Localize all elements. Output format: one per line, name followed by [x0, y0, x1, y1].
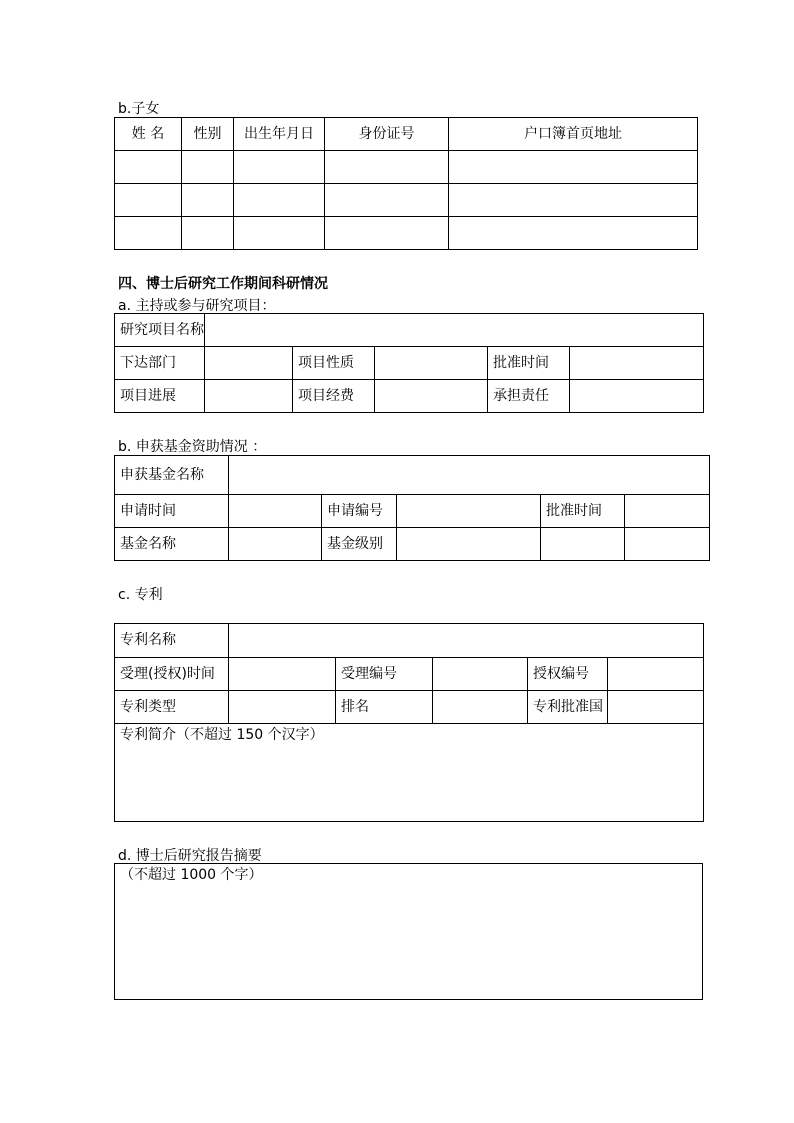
patent-country-cell[interactable]: [608, 691, 704, 724]
child-address-cell[interactable]: [449, 151, 698, 184]
project-funding-cell[interactable]: [375, 380, 488, 413]
patent-rank-cell[interactable]: [433, 691, 528, 724]
project-dept-label: 下达部门: [115, 347, 205, 380]
child-birthdate-cell[interactable]: [234, 184, 325, 217]
header-birthdate: 出生年月日: [234, 118, 325, 151]
patent-accept-no-cell[interactable]: [433, 658, 528, 691]
fund-full-name-cell[interactable]: [229, 528, 322, 561]
child-address-cell[interactable]: [449, 217, 698, 250]
report-section-label: d. 博士后研究报告摘要: [118, 848, 262, 864]
fund-name-cell[interactable]: [229, 456, 710, 495]
project-nature-cell[interactable]: [375, 347, 488, 380]
header-household-address: 户口簿首页地址: [449, 118, 698, 151]
patents-table: [114, 623, 704, 822]
table-row: [115, 151, 698, 184]
patent-rank-label: 排名: [336, 691, 433, 724]
patent-grant-no-label: 授权编号: [528, 658, 608, 691]
fund-approval-time-cell[interactable]: [625, 495, 710, 528]
child-birthdate-cell[interactable]: [234, 151, 325, 184]
header-gender: 性别: [182, 118, 234, 151]
fund-extra-cell-2[interactable]: [625, 528, 710, 561]
project-name-cell[interactable]: [205, 314, 704, 347]
child-gender-cell[interactable]: [182, 184, 234, 217]
patent-accept-no-label: 受理编号: [336, 658, 433, 691]
project-funding-label: 项目经费: [293, 380, 375, 413]
fund-apply-time-cell[interactable]: [229, 495, 322, 528]
project-approval-time-cell[interactable]: [570, 347, 704, 380]
patent-intro-cell[interactable]: 专利简介（不超过 150 个汉字）: [115, 724, 704, 822]
funds-table: [114, 455, 710, 561]
child-id-cell[interactable]: [325, 151, 449, 184]
fund-level-cell[interactable]: [397, 528, 541, 561]
fund-apply-no-label: 申请编号: [322, 495, 397, 528]
children-table: [114, 117, 698, 250]
children-section-label: b.子女: [118, 101, 160, 117]
patent-country-label: 专利批准国: [528, 691, 608, 724]
patent-grant-no-cell[interactable]: [608, 658, 704, 691]
patent-name-label: 专利名称: [115, 624, 229, 658]
patent-name-cell[interactable]: [229, 624, 704, 658]
fund-extra-cell-1[interactable]: [541, 528, 625, 561]
header-id-number: 身份证号: [325, 118, 449, 151]
fund-level-label: 基金级别: [322, 528, 397, 561]
patents-section-label: c. 专利: [118, 587, 163, 603]
fund-apply-no-cell[interactable]: [397, 495, 541, 528]
patent-accept-time-cell[interactable]: [229, 658, 336, 691]
child-name-cell[interactable]: [115, 184, 182, 217]
child-gender-cell[interactable]: [182, 151, 234, 184]
project-progress-label: 项目进展: [115, 380, 205, 413]
report-table: [114, 863, 703, 1000]
project-responsibility-label: 承担责任: [488, 380, 570, 413]
child-id-cell[interactable]: [325, 217, 449, 250]
table-row: [115, 184, 698, 217]
fund-approval-time-label: 批准时间: [541, 495, 625, 528]
children-header-row: [115, 118, 698, 151]
patent-type-label: 专利类型: [115, 691, 229, 724]
fund-name-label: 申获基金名称: [115, 456, 229, 495]
header-name: 姓 名: [115, 118, 182, 151]
child-name-cell[interactable]: [115, 151, 182, 184]
child-gender-cell[interactable]: [182, 217, 234, 250]
table-row: [115, 217, 698, 250]
projects-section-label: a. 主持或参与研究项目：: [118, 298, 276, 314]
fund-full-name-label: 基金名称: [115, 528, 229, 561]
project-dept-cell[interactable]: [205, 347, 293, 380]
report-summary-cell[interactable]: （不超过 1000 个字）: [115, 864, 703, 1000]
child-birthdate-cell[interactable]: [234, 217, 325, 250]
project-responsibility-cell[interactable]: [570, 380, 704, 413]
projects-table: [114, 313, 704, 413]
patent-type-cell[interactable]: [229, 691, 336, 724]
section-4-heading: 四、博士后研究工作期间科研情况: [118, 276, 328, 292]
project-nature-label: 项目性质: [293, 347, 375, 380]
child-name-cell[interactable]: [115, 217, 182, 250]
project-approval-time-label: 批准时间: [488, 347, 570, 380]
project-progress-cell[interactable]: [205, 380, 293, 413]
fund-apply-time-label: 申请时间: [115, 495, 229, 528]
child-id-cell[interactable]: [325, 184, 449, 217]
patent-accept-time-label: 受理(授权)时间: [115, 658, 229, 691]
project-name-label: 研究项目名称: [115, 314, 205, 347]
child-address-cell[interactable]: [449, 184, 698, 217]
funds-section-label: b. 申获基金资助情况 ：: [118, 439, 267, 455]
